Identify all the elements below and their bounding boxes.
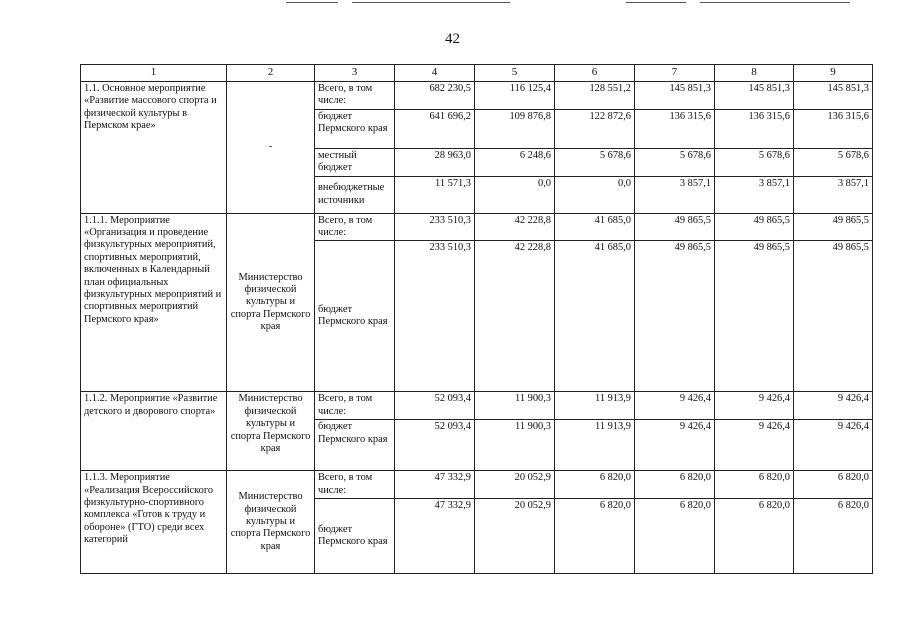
column-header: 1 [81, 65, 227, 82]
top-rule [286, 2, 338, 3]
top-rule [352, 2, 510, 3]
value-cell: 52 093,4 [395, 420, 475, 471]
value-cell: 233 510,3 [395, 213, 475, 241]
value-cell: 6 820,0 [635, 499, 715, 574]
funding-source: Всего, в том числе: [315, 471, 395, 499]
value-cell: 5 678,6 [794, 148, 873, 176]
funding-source: бюджет Пермского края [315, 420, 395, 471]
activity-name: 1.1.2. Мероприятие «Развитие детского и дворового спорта» [81, 392, 227, 471]
table-row [81, 392, 873, 420]
value-cell: 9 426,4 [794, 420, 873, 471]
value-cell: 9 426,4 [635, 420, 715, 471]
value-cell: 233 510,3 [395, 241, 475, 392]
responsible-executor: - [227, 82, 315, 214]
value-cell: 0,0 [555, 176, 635, 213]
value-cell: 122 872,6 [555, 109, 635, 148]
value-cell: 6 820,0 [715, 499, 794, 574]
page-number: 42 [445, 31, 460, 47]
value-cell: 136 315,6 [635, 109, 715, 148]
value-cell: 20 052,9 [475, 471, 555, 499]
value-cell: 49 865,5 [794, 241, 873, 392]
column-header: 3 [315, 65, 395, 82]
value-cell: 6 820,0 [715, 471, 794, 499]
value-cell: 6 820,0 [635, 471, 715, 499]
funding-source: Всего, в том числе: [315, 82, 395, 110]
value-cell: 11 913,9 [555, 392, 635, 420]
value-cell: 6 820,0 [794, 471, 873, 499]
value-cell: 41 685,0 [555, 213, 635, 241]
value-cell: 9 426,4 [715, 420, 794, 471]
value-cell: 49 865,5 [715, 241, 794, 392]
column-header: 2 [227, 65, 315, 82]
value-cell: 5 678,6 [555, 148, 635, 176]
value-cell: 0,0 [475, 176, 555, 213]
value-cell: 5 678,6 [715, 148, 794, 176]
value-cell: 109 876,8 [475, 109, 555, 148]
value-cell: 145 851,3 [635, 82, 715, 110]
table-row [81, 82, 873, 110]
column-header: 4 [395, 65, 475, 82]
value-cell: 42 228,8 [475, 213, 555, 241]
value-cell: 3 857,1 [794, 176, 873, 213]
funding-source: Всего, в том числе: [315, 213, 395, 241]
value-cell: 136 315,6 [715, 109, 794, 148]
value-cell: 47 332,9 [395, 499, 475, 574]
value-cell: 9 426,4 [635, 392, 715, 420]
value-cell: 49 865,5 [635, 241, 715, 392]
column-header: 5 [475, 65, 555, 82]
value-cell: 9 426,4 [715, 392, 794, 420]
value-cell: 20 052,9 [475, 499, 555, 574]
value-cell: 49 865,5 [794, 213, 873, 241]
value-cell: 145 851,3 [715, 82, 794, 110]
value-cell: 11 571,3 [395, 176, 475, 213]
responsible-executor: Министерство физической культуры и спорта Пермского края [227, 392, 315, 471]
value-cell: 42 228,8 [475, 241, 555, 392]
funding-source: бюджет Пермского края [315, 499, 395, 574]
value-cell: 41 685,0 [555, 241, 635, 392]
column-header: 6 [555, 65, 635, 82]
value-cell: 641 696,2 [395, 109, 475, 148]
activity-name: 1.1.3. Мероприятие «Реализация Всероссийского физкультурно-спортивного комплекса «Готов к труду и обороне» (ГТО) среди всех категорий [81, 471, 227, 574]
value-cell: 3 857,1 [715, 176, 794, 213]
value-cell: 52 093,4 [395, 392, 475, 420]
value-cell: 49 865,5 [635, 213, 715, 241]
value-cell: 28 963,0 [395, 148, 475, 176]
value-cell: 5 678,6 [635, 148, 715, 176]
value-cell: 116 125,4 [475, 82, 555, 110]
value-cell: 11 900,3 [475, 420, 555, 471]
value-cell: 6 248,6 [475, 148, 555, 176]
funding-source: местный бюджет [315, 148, 395, 176]
funding-source: внебюджетные источники [315, 176, 395, 213]
value-cell: 6 820,0 [555, 471, 635, 499]
top-rule [700, 2, 850, 3]
activity-name: 1.1.1. Мероприятие «Организация и проведение физкультурных мероприятий, спортивных мероприятий, включенных в Календарный план официальных физкультурных мероприятий и спортивных мероприятий Пермского края» [81, 213, 227, 392]
value-cell: 11 913,9 [555, 420, 635, 471]
top-rule [626, 2, 686, 3]
table-row [81, 471, 873, 499]
value-cell: 11 900,3 [475, 392, 555, 420]
value-cell: 3 857,1 [635, 176, 715, 213]
header-row [81, 65, 873, 82]
funding-source: бюджет Пермского края [315, 241, 395, 392]
value-cell: 47 332,9 [395, 471, 475, 499]
activity-name: 1.1. Основное мероприятие «Развитие массового спорта и физической культуры в Пермском крае» [81, 82, 227, 214]
column-header: 9 [794, 65, 873, 82]
column-header: 8 [715, 65, 794, 82]
funding-source: бюджет Пермского края [315, 109, 395, 148]
column-header: 7 [635, 65, 715, 82]
budget-table [80, 64, 873, 574]
responsible-executor: Министерство физической культуры и спорта Пермского края [227, 471, 315, 574]
value-cell: 682 230,5 [395, 82, 475, 110]
value-cell: 136 315,6 [794, 109, 873, 148]
value-cell: 49 865,5 [715, 213, 794, 241]
table-row [81, 213, 873, 241]
value-cell: 9 426,4 [794, 392, 873, 420]
value-cell: 6 820,0 [555, 499, 635, 574]
responsible-executor: Министерство физической культуры и спорта Пермского края [227, 213, 315, 392]
value-cell: 6 820,0 [794, 499, 873, 574]
funding-source: Всего, в том числе: [315, 392, 395, 420]
value-cell: 128 551,2 [555, 82, 635, 110]
value-cell: 145 851,3 [794, 82, 873, 110]
